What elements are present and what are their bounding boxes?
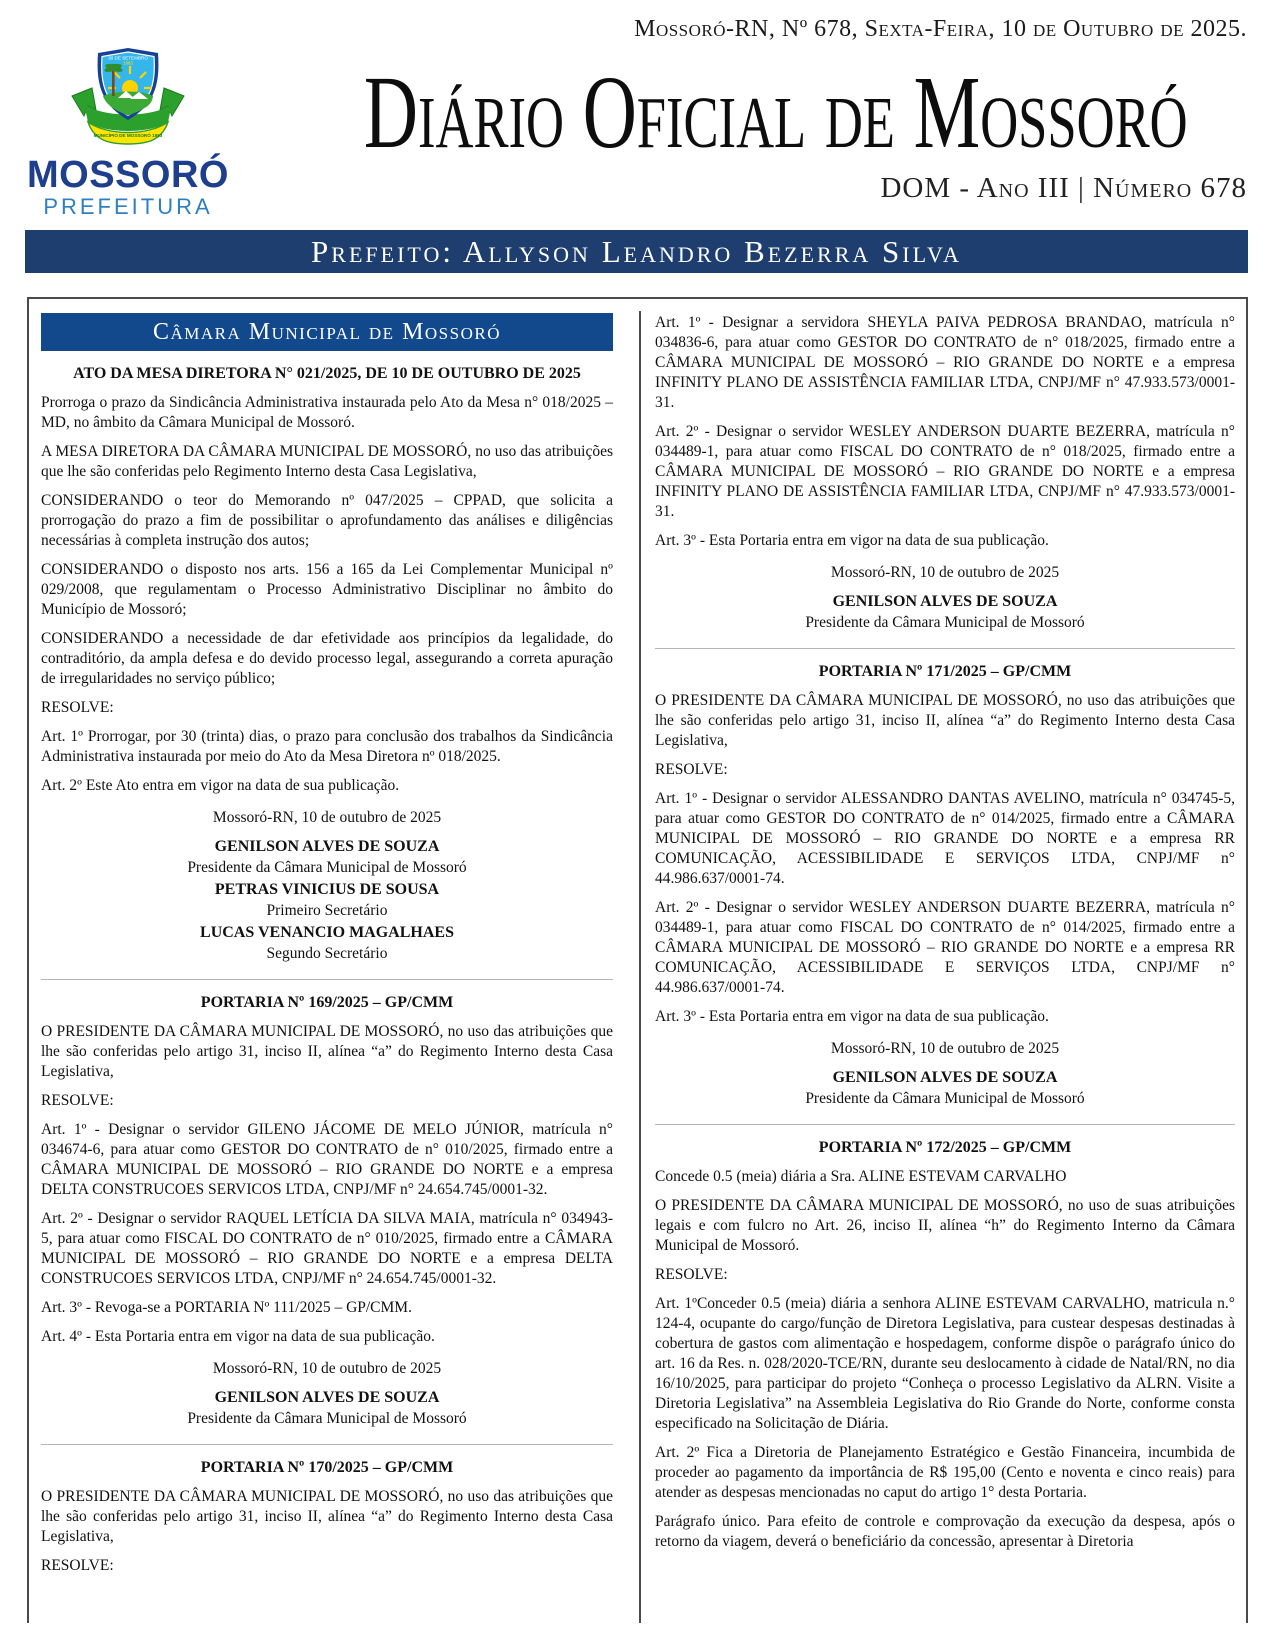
signature-name: LUCAS VENANCIO MAGALHAES <box>200 924 454 941</box>
document-paragraph: O PRESIDENTE DA CÂMARA MUNICIPAL DE MOSSORÓ, no uso das atribuições que lhe são conferidas pelo artigo 31, inciso II, alínea “a” do Regimento Interno desta Casa Legislativa, <box>41 1488 613 1545</box>
document-paragraph: CONSIDERANDO o teor do Memorando nº 047/2025 – CPPAD, que solicita a prorrogação do prazo a fim de possibilitar o aprofundamento das análises e diligências necessárias à completa instrução dos autos; <box>41 492 613 549</box>
edition-number-line: DOM - Ano III | Número 678 <box>880 172 1247 204</box>
city-crest-icon <box>26 44 230 156</box>
document-paragraph: Art. 3º - Revoga-se a PORTARIA Nº 111/2025 – GP/CMM. <box>41 1299 412 1316</box>
document-paragraph: O PRESIDENTE DA CÂMARA MUNICIPAL DE MOSSORÓ, no uso de suas atribuições legais e com fulcro no Art. 26, inciso II, alínea “h” do Regimento Interno da Câmara Municipal de Mossoró. <box>655 1197 1235 1254</box>
document-paragraph: Art. 3º - Esta Portaria entra em vigor na data de sua publicação. <box>655 1008 1049 1025</box>
gazette-title: Diário Oficial de Mossoró <box>363 55 1188 170</box>
document-paragraph: Parágrafo único. Para efeito de controle e comprovação da execução da despesa, após o retorno da viagem, deverá o beneficiário da concessão, apresentar à Diretoria <box>655 1513 1235 1550</box>
shield-year-text: 1863 <box>123 60 133 66</box>
document-heading: PORTARIA Nº 169/2025 – GP/CMM <box>200 994 454 1011</box>
logo-city-name: MOSSORÓ <box>27 154 229 196</box>
ribbon-text: MUNICÍPIO DE MOSSORÓ 1853 <box>93 133 163 138</box>
document-paragraph: Art. 3º - Esta Portaria entra em vigor na data de sua publicação. <box>655 532 1049 549</box>
column-right <box>655 313 1235 1561</box>
signature-role: Presidente da Câmara Municipal de Mossoró <box>187 1410 467 1427</box>
document-paragraph: Art. 1ºConceder 0.5 (meia) diária a senhora ALINE ESTEVAM CARVALHO, matricula n.° 124-4, ocupante do cargo/função de Diretora Legislativa, para custear despesas destinadas à cobertura de gastos com alimentação e hospedagem, conforme dispõe o parágrafo único do art. 16 da Res. n. 028/2020-TCE/RN, durante seu deslocamento à cidade de Natal/RN, no dia 16/10/2025, para participar do projeto “Conheça o processo Legislativo da ALRN. Visite a Diretoria Legislativa” na Assembleia Legislativa do Rio Grande do Norte, conforme consta especificado na Solicitação de Diária. <box>655 1295 1235 1432</box>
document-paragraph: Art. 2º Este Ato entra em vigor na data de sua publicação. <box>41 777 400 794</box>
signature-name: PETRAS VINICIUS DE SOUSA <box>214 881 440 898</box>
prefeito-banner: Prefeito: Allyson Leandro Bezerra Silva <box>25 230 1248 273</box>
document-paragraph: RESOLVE: <box>41 1092 114 1109</box>
document-paragraph: A MESA DIRETORA DA CÂMARA MUNICIPAL DE MOSSORÓ, no uso das atribuições que lhe são conferidas pelo Regimento Interno desta Casa Legislativa, <box>41 443 613 480</box>
edition-dateline: Mossoró-RN, Nº 678, Sexta-Feira, 10 de Outubro de 2025. <box>634 16 1247 42</box>
document-heading: PORTARIA Nº 171/2025 – GP/CMM <box>818 663 1072 680</box>
document-paragraph: RESOLVE: <box>655 761 728 778</box>
document-heading: PORTARIA Nº 170/2025 – GP/CMM <box>200 1459 454 1476</box>
signature-role: Primeiro Secretário <box>266 902 388 919</box>
signature-name: GENILSON ALVES DE SOUZA <box>214 838 440 855</box>
place-date-line: Mossoró-RN, 10 de outubro de 2025 <box>212 1360 442 1377</box>
place-date-line: Mossoró-RN, 10 de outubro de 2025 <box>830 1040 1060 1057</box>
column-left <box>41 311 613 1585</box>
signature-role: Presidente da Câmara Municipal de Mossoró <box>805 614 1085 631</box>
document-paragraph: CONSIDERANDO a necessidade de dar efetividade aos princípios da legalidade, do contraditório, da ampla defesa e do devido processo legal, assegurando a correta apuração de irregularidades no serviço público; <box>41 630 613 687</box>
signature-name: GENILSON ALVES DE SOUZA <box>214 1389 440 1406</box>
signature-role: Presidente da Câmara Municipal de Mossoró <box>805 1090 1085 1107</box>
signature-name: GENILSON ALVES DE SOUZA <box>832 1069 1058 1086</box>
place-date-line: Mossoró-RN, 10 de outubro de 2025 <box>830 564 1060 581</box>
document-paragraph: Art. 1º - Designar o servidor GILENO JÁCOME DE MELO JÚNIOR, matrícula n° 034674-6, para atuar como GESTOR DO CONTRATO de n° 010/2025, firmado entre a CÂMARA MUNICIPAL DE MOSSORÓ – RIO GRANDE DO NORTE e a empresa DELTA CONSTRUCOES SERVICOS LTDA, CNPJ/MF n° 24.654.745/0001-32. <box>41 1121 613 1198</box>
document-paragraph: CONSIDERANDO o disposto nos arts. 156 a 165 da Lei Complementar Municipal nº 029/2008, que regulamentam o Processo Administrativo Disciplinar no âmbito do Município de Mossoró; <box>41 561 613 618</box>
place-date-line: Mossoró-RN, 10 de outubro de 2025 <box>212 809 442 826</box>
document-paragraph: Art. 2º - Designar o servidor RAQUEL LETÍCIA DA SILVA MAIA, matrícula n° 034943-5, para atuar como FISCAL DO CONTRATO de n° 010/2025, firmado entre a CÂMARA MUNICIPAL DE MOSSORÓ – RIO GRANDE DO NORTE e a empresa DELTA CONSTRUCOES SERVICOS LTDA, CNPJ/MF n° 24.654.745/0001-32. <box>41 1210 613 1287</box>
document-heading: PORTARIA Nº 172/2025 – GP/CMM <box>818 1139 1072 1156</box>
document-paragraph: Concede 0.5 (meia) diária a Sra. ALINE ESTEVAM CARVALHO <box>655 1168 1067 1185</box>
logo-prefeitura-label: PREFEITURA <box>43 193 213 219</box>
section-header-camara: Câmara Municipal de Mossoró <box>41 313 613 351</box>
content-frame <box>27 297 1248 1623</box>
signature-role: Presidente da Câmara Municipal de Mossoró <box>187 859 467 876</box>
document-paragraph: O PRESIDENTE DA CÂMARA MUNICIPAL DE MOSSORÓ, no uso das atribuições que lhe são conferidas pelo artigo 31, inciso II, alínea “a” do Regimento Interno desta Casa Legislativa, <box>41 1023 613 1080</box>
document-paragraph: Art. 2º - Designar o servidor WESLEY ANDERSON DUARTE BEZERRA, matrícula n° 034489-1, para atuar como FISCAL DO CONTRATO de n° 018/2025, firmado entre a CÂMARA MUNICIPAL DE MOSSORÓ – RIO GRANDE DO NORTE e a empresa INFINITY PLANO DE ASSISTÊNCIA FAMILIAR LTDA, CNPJ/MF n° 47.933.573/0001-31. <box>655 423 1235 520</box>
document-paragraph: Art. 4º - Esta Portaria entra em vigor na data de sua publicação. <box>41 1328 435 1345</box>
document-paragraph: RESOLVE: <box>41 699 114 716</box>
section-divider <box>655 648 1235 649</box>
section-divider <box>41 979 613 980</box>
document-paragraph: RESOLVE: <box>41 1557 114 1574</box>
shield-motto-text: 30 DE SETEMBRO <box>108 55 148 61</box>
document-paragraph: Art. 1º Prorrogar, por 30 (trinta) dias, o prazo para conclusão dos trabalhos da Sindicância Administrativa instaurada por meio do Ato da Mesa Diretora nº 018/2025. <box>41 728 613 765</box>
document-heading: ATO DA MESA DIRETORA N° 021/2025, DE 10 DE OUTUBRO DE 2025 <box>73 365 581 382</box>
document-paragraph: RESOLVE: <box>655 1266 728 1283</box>
document-paragraph: Art. 1º - Designar o servidor ALESSANDRO DANTAS AVELINO, matrícula n° 034745-5, para atuar como GESTOR DO CONTRATO de n° 014/2025, firmado entre a CÂMARA MUNICIPAL DE MOSSORÓ – RIO GRANDE DO NORTE e a empresa RR COMUNICAÇÃO, ACESSIBILIDADE E SERVIÇOS LTDA, CNPJ/MF n° 44.986.637/0001-74. <box>655 790 1235 887</box>
section-divider <box>41 1444 613 1445</box>
signature-role: Segundo Secretário <box>266 945 388 962</box>
city-crest-logo <box>26 44 230 219</box>
signature-name: GENILSON ALVES DE SOUZA <box>832 593 1058 610</box>
section-divider <box>655 1124 1235 1125</box>
document-paragraph: Prorroga o prazo da Sindicância Administrativa instaurada pelo Ato da Mesa n° 018/2025 – MD, no âmbito da Câmara Municipal de Mossoró. <box>41 394 613 431</box>
document-paragraph: Art. 2º - Designar o servidor WESLEY ANDERSON DUARTE BEZERRA, matrícula n° 034489-1, para atuar como FISCAL DO CONTRATO de n° 014/2025, firmado entre a CÂMARA MUNICIPAL DE MOSSORÓ – RIO GRANDE DO NORTE e a empresa RR COMUNICAÇÃO, ACESSIBILIDADE E SERVIÇOS LTDA, CNPJ/MF n° 44.986.637/0001-74. <box>655 899 1235 996</box>
document-paragraph: O PRESIDENTE DA CÂMARA MUNICIPAL DE MOSSORÓ, no uso das atribuições que lhe são conferidas pelo artigo 31, inciso II, alínea “a” do Regimento Interno desta Casa Legislativa, <box>655 692 1235 749</box>
document-paragraph: Art. 2º Fica a Diretoria de Planejamento Estratégico e Gestão Financeira, incumbida de proceder ao pagamento da importância de R$ 195,00 (Cento e noventa e cinco reais) para atender as despesas mencionadas no caput do artigo 1° desta Portaria. <box>655 1444 1235 1501</box>
document-paragraph: Art. 1º - Designar a servidora SHEYLA PAIVA PEDROSA BRANDAO, matrícula n° 034836-6, para atuar como GESTOR DO CONTRATO de n° 018/2025, firmado entre a CÂMARA MUNICIPAL DE MOSSORÓ – RIO GRANDE DO NORTE e a empresa INFINITY PLANO DE ASSISTÊNCIA FAMILIAR LTDA, CNPJ/MF n° 47.933.573/0001-31. <box>655 314 1235 411</box>
column-divider <box>639 311 641 1623</box>
